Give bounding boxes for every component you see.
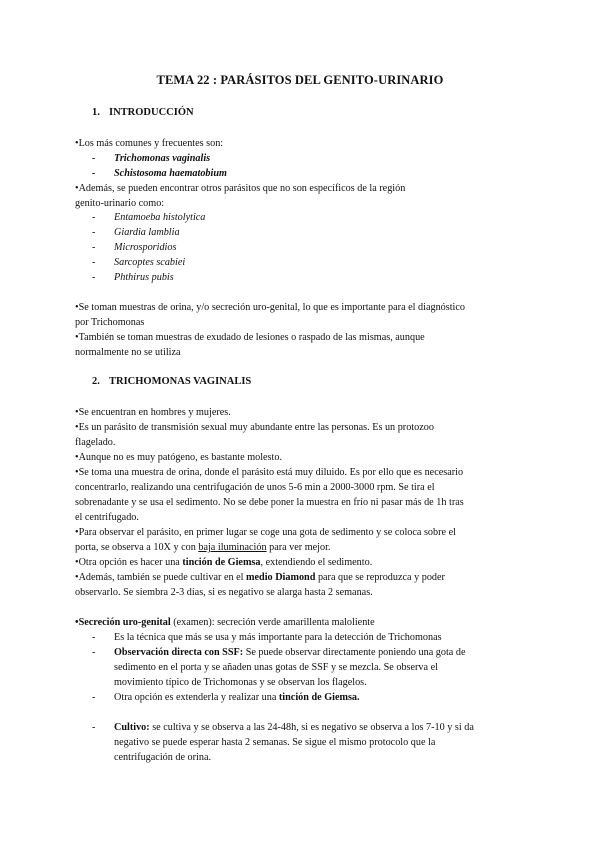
paragraph-line: normalmente no se utiliza [75,347,181,358]
section-heading-introduccion [92,107,194,118]
paragraph-line: observarlo. Se siembra 2-3 días, si es negativo se alarga hasta 2 semanas. [75,587,373,598]
page-title: TEMA 22 : PARÁSITOS DEL GENITO-URINARIO [156,73,444,87]
section-heading-trichomonas [92,376,251,387]
list-item: - Schistosoma haematobium [92,168,227,179]
list-item: - Phthirus pubis [92,272,174,283]
paragraph-line: •Otra opción es hacer una tinción de Giemsa, extendiendo el sedimento. [75,557,373,568]
paragraph-line: •Aunque no es muy patógeno, es bastante molesto. [75,452,282,463]
list-item-continuation: centrifugación de orina. [114,752,212,763]
paragraph-line: flagelado. [75,437,116,448]
paragraph-line: •También se toman muestras de exudado de lesiones o raspado de las mismas, aunque [75,332,425,343]
section-number: 1. [92,107,100,118]
paragraph-line: •Es un parásito de transmisión sexual muy abundante entre las personas. Es un protozoo [75,422,434,433]
list-item: - Trichomonas vaginalis [92,153,211,164]
paragraph-line: el centrifugado. [75,512,139,523]
list-item: - Es la técnica que más se usa y más importante para la detección de Trichomonas [92,632,442,643]
list-item: - Sarcoptes scabiei [92,257,186,268]
list-item: - Microsporidios [92,242,177,253]
section-number: 2. [92,376,100,387]
paragraph-line: •Se toma una muestra de orina, donde el parásito está muy diluido. Es por ello que es necesario [75,467,464,478]
list-item: - Entamoeba histolytica [92,212,206,223]
section-title: INTRODUCCIÓN [109,107,194,118]
list-item: - Otra opción es extenderla y realizar una tinción de Giemsa. [92,692,360,703]
list-item-continuation: movimiento típico de Trichomonas y se observan los flagelos. [114,677,367,688]
paragraph-line: porta, se observa a 10X y con baja iluminación para ver mejor. [75,542,331,553]
paragraph-line: concentrarlo, realizando una centrifugación de unos 5-6 min a 2000-3000 rpm. Se tira el [75,482,435,493]
paragraph-line: genito-urinario como: [75,198,165,209]
paragraph-line: •Además, también se puede cultivar en el medio Diamond para que se reproduzca y poder [75,572,445,583]
paragraph-line: sobrenadante y se usa el sedimento. No se debe poner la muestra en frío ni pasar más de 1h tras [75,497,464,508]
list-item: - Observación directa con SSF: Se puede observar directamente poniendo una gota de [92,647,466,658]
list-item-continuation: negativo se puede esperar hasta 2 semanas. Se sigue el mismo protocolo que la [114,737,436,748]
underlined-term: baja iluminación [198,542,267,553]
paragraph-line: •Secreción uro-genital (examen): secreción verde amarillenta maloliente [75,617,375,628]
list-item: - Cultivo: se cultiva y se observa a las 24-48h, si es negativo se observa a los 7-10 y si da [92,722,474,733]
paragraph-line: •Se toman muestras de orina, y/o secreción uro-genital, lo que es importante para el diagnóstico [75,302,466,313]
list-item: - Giardia lamblia [92,227,180,238]
paragraph-line: •Para observar el parásito, en primer lugar se coge una gota de sedimento y se coloca sobre el [75,527,456,538]
list-item-continuation: sedimento en el porta y se añaden unas gotas de SSF y se mezcla. Se observa el [114,662,438,673]
paragraph-line: •Se encuentran en hombres y mujeres. [75,407,231,418]
paragraph-line: por Trichomonas [75,317,145,328]
paragraph-line: •Además, se pueden encontrar otros parásitos que no son específicos de la región [75,183,406,194]
paragraph-line: •Los más comunes y frecuentes son: [75,138,224,149]
section-title: TRICHOMONAS VAGINALIS [109,376,252,387]
